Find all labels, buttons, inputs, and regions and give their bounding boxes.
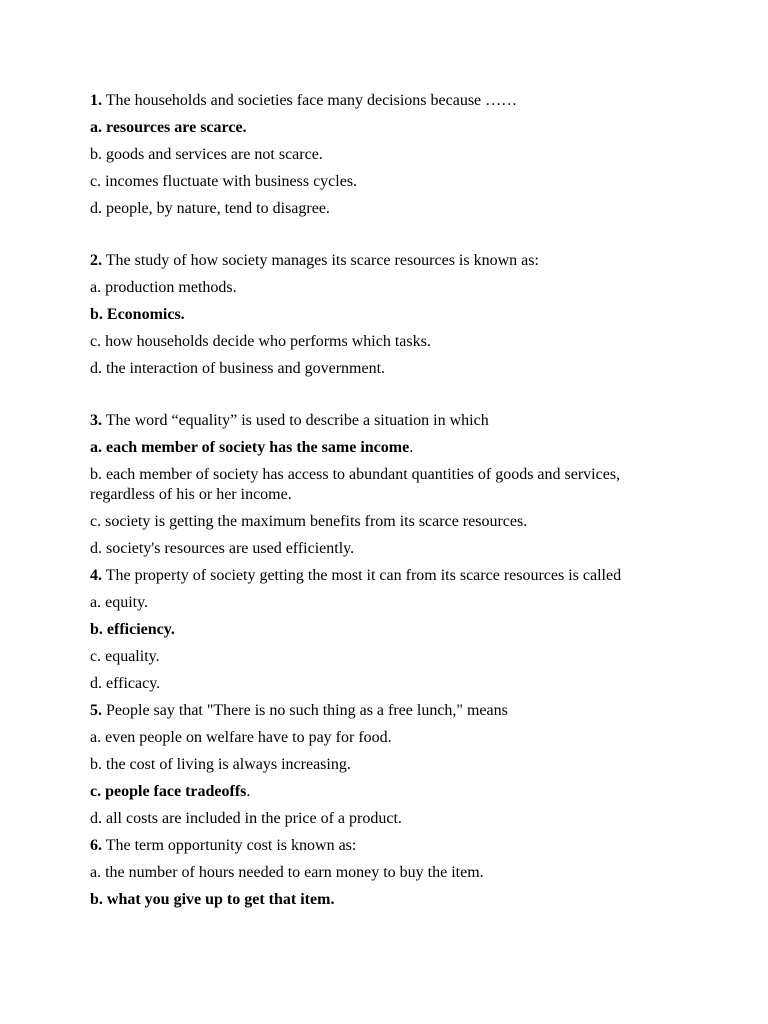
question-1-option-d (90, 199, 650, 219)
option-text: c. incomes fluctuate with business cycles. (90, 173, 358, 190)
question-text: The study of how society manages its scarce resources is known as: (102, 252, 539, 269)
option-text: d. all costs are included in the price of a product. (90, 810, 402, 827)
option-text: . (409, 439, 414, 456)
question-5-option-b (90, 755, 650, 775)
question-text: The term opportunity cost is known as: (102, 837, 357, 854)
question-6-option-b (90, 890, 650, 910)
option-text: a. equity. (90, 594, 149, 611)
question-6-stem (90, 836, 650, 856)
spacer (90, 226, 650, 251)
question-4-option-b (90, 620, 650, 640)
question-number: 2. (90, 252, 102, 269)
option-text: c. how households decide who performs which tasks. (90, 333, 431, 350)
question-3-option-b (90, 465, 650, 505)
question-text: The households and societies face many decisions because …… (102, 92, 518, 109)
question-2-option-c (90, 332, 650, 352)
question-5-option-a (90, 728, 650, 748)
option-bold-text: b. efficiency. (90, 621, 175, 638)
question-2-option-b (90, 305, 650, 325)
option-bold-text: b. what you give up to get that item. (90, 891, 335, 908)
question-4-option-d (90, 674, 650, 694)
option-text: d. efficacy. (90, 675, 161, 692)
question-text: People say that "There is no such thing as a free lunch," means (102, 702, 508, 719)
option-text: d. the interaction of business and government. (90, 360, 386, 377)
option-bold-text: b. Economics. (90, 306, 185, 323)
spacer (90, 386, 650, 411)
question-3-option-a (90, 438, 650, 458)
question-6-option-a (90, 863, 650, 883)
option-bold-text: c. people face tradeoffs (90, 783, 247, 800)
question-2-option-a (90, 278, 650, 298)
option-text: a. even people on welfare have to pay for food. (90, 729, 392, 746)
question-3-stem (90, 411, 650, 431)
option-text: d. people, by nature, tend to disagree. (90, 200, 330, 217)
option-text: a. production methods. (90, 279, 237, 296)
question-1-option-a (90, 118, 650, 138)
question-text: The property of society getting the most it can from its scarce resources is called (102, 567, 622, 584)
question-number: 1. (90, 92, 102, 109)
question-number: 4. (90, 567, 102, 584)
option-text: c. equality. (90, 648, 160, 665)
question-text: The word “equality” is used to describe a situation in which (102, 412, 489, 429)
question-4-option-a (90, 593, 650, 613)
document-page (90, 91, 650, 917)
question-2-stem (90, 251, 650, 271)
option-text: c. society is getting the maximum benefits from its scarce resources. (90, 513, 528, 530)
question-3-option-c (90, 512, 650, 532)
question-2-option-d (90, 359, 650, 379)
question-4-stem (90, 566, 650, 586)
question-4-option-c (90, 647, 650, 667)
option-text: b. the cost of living is always increasing. (90, 756, 351, 773)
question-number: 5. (90, 702, 102, 719)
option-text: a. the number of hours needed to earn money to buy the item. (90, 864, 484, 881)
option-text: b. each member of society has access to abundant quantities of goods and services, regardless of his or her income. (90, 466, 621, 503)
question-1-stem (90, 91, 650, 111)
question-5-option-d (90, 809, 650, 829)
option-text: b. goods and services are not scarce. (90, 146, 323, 163)
option-text: . (246, 783, 251, 800)
question-1-option-b (90, 145, 650, 165)
question-3-option-d (90, 539, 650, 559)
question-number: 3. (90, 412, 102, 429)
question-1-option-c (90, 172, 650, 192)
question-5-option-c (90, 782, 650, 802)
option-bold-text: a. each member of society has the same income (90, 439, 410, 456)
option-text: d. society's resources are used efficiently. (90, 540, 355, 557)
option-bold-text: a. resources are scarce. (90, 119, 247, 136)
question-number: 6. (90, 837, 102, 854)
question-5-stem (90, 701, 650, 721)
